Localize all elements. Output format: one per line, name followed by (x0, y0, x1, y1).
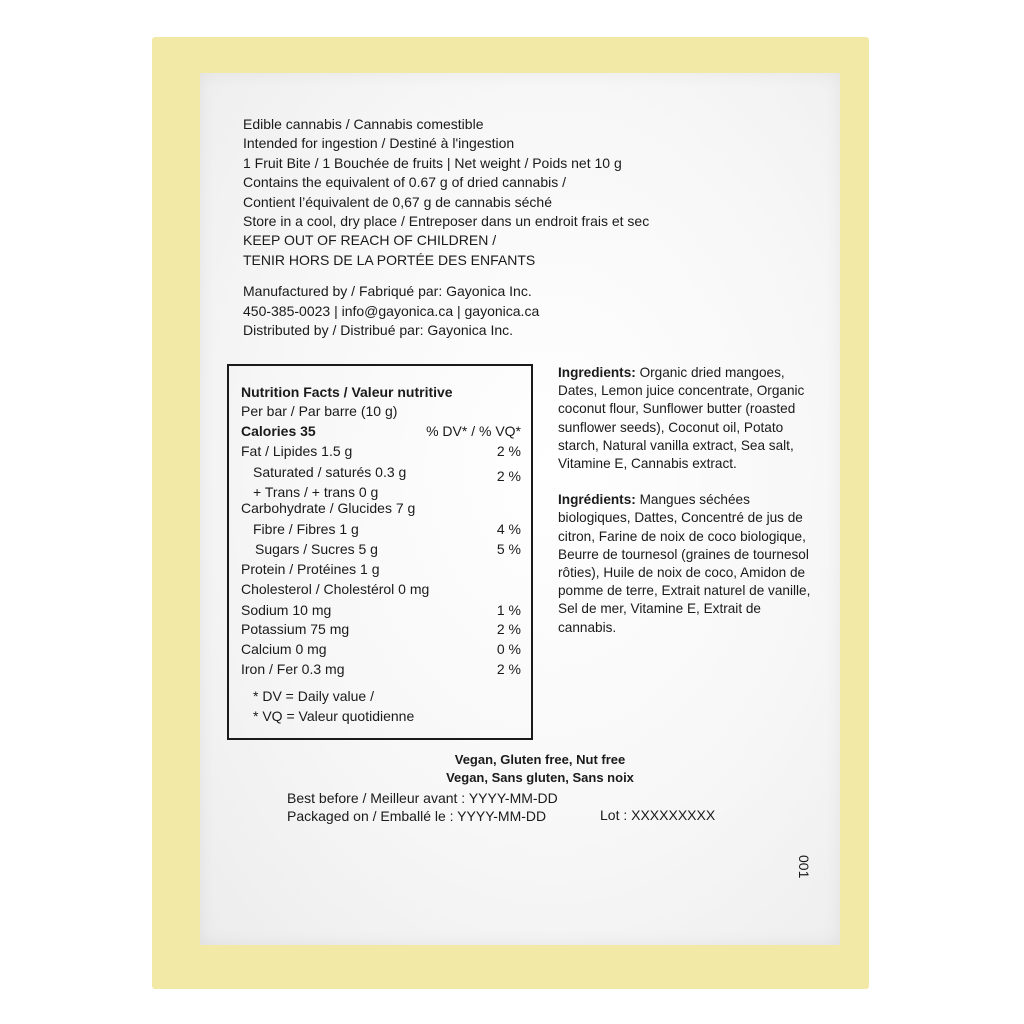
calories-label: Calories 35 (241, 423, 316, 439)
header-line: Contains the equivalent of 0.67 g of dried cannabis / (243, 174, 566, 191)
distributor-line: Distributed by / Distribué par: Gayonica Inc. (243, 322, 514, 339)
nutrient-label: + Trans / + trans 0 g (253, 484, 379, 500)
manufacturer-line: Manufactured by / Fabriqué par: Gayonica Inc. (243, 283, 532, 300)
nutrient-dv: 1 % (496, 602, 521, 618)
dietary-claims (380, 751, 700, 787)
ingredients-en (558, 364, 818, 473)
header-line: 1 Fruit Bite / 1 Bouchée de fruits | Net weight / Poids net 10 g (243, 154, 622, 171)
nutrient-row (253, 484, 521, 500)
nutrient-label: Sugars / Sucres 5 g (255, 541, 378, 557)
nutrient-row (241, 581, 521, 597)
calories-row (241, 423, 521, 439)
ingredients-en-heading: Ingredients: (558, 365, 636, 380)
header-line: Edible cannabis / Cannabis comestible (243, 116, 484, 132)
claims-en: Vegan, Gluten free, Nut free (454, 752, 626, 767)
footnote-vq: * VQ = Valeur quotidienne (253, 708, 415, 724)
nutrient-dv: 2 % (496, 621, 521, 637)
contact-line: 450-385-0023 | info@gayonica.ca | gayonica.ca (243, 302, 540, 319)
nutrient-row (241, 661, 521, 677)
dv-header: % DV* / % VQ* (426, 423, 521, 439)
nutrient-label: Carbohydrate / Glucides 7 g (241, 500, 416, 516)
nutrition-facts-table (227, 364, 533, 740)
claims-fr: Vegan, Sans gluten, Sans noix (446, 770, 634, 785)
nutrient-label: Protein / Protéines 1 g (241, 561, 380, 577)
header-line: TENIR HORS DE LA PORTÉE DES ENFANTS (243, 251, 536, 268)
nutrient-label: Potassium 75 mg (241, 621, 350, 637)
nutrient-row (241, 641, 521, 657)
footnote-dv: * DV = Daily value / (253, 688, 374, 704)
nutrient-label: Fibre / Fibres 1 g (253, 521, 359, 537)
packaged-on: Packaged on / Emballé le : YYYY-MM-DD (287, 808, 547, 824)
ingredients-en-text: Organic dried mangoes, Dates, Lemon juice concentrate, Organic coconut flour, Sunflower butter (roasted sunflower seeds), Coconut oil, Potato starch, Natural vanilla extract, Sea salt, Vitamine E, Cannabis extract. (558, 365, 805, 472)
nutrient-dv: 0 % (496, 641, 521, 657)
nutrient-dv: 2 % (496, 443, 521, 459)
nutrient-dv: 2 % (496, 468, 521, 484)
nutrient-row (241, 621, 521, 637)
ingredients-block (558, 364, 818, 655)
print-code: 001 (796, 855, 812, 879)
date-block (287, 789, 558, 825)
header-text-block (243, 115, 803, 340)
header-line: Store in a cool, dry place / Entreposer dans un endroit frais et sec (243, 213, 650, 230)
ingredients-fr (558, 491, 818, 637)
nutrient-label: Fat / Lipides 1.5 g (241, 443, 353, 459)
nutrient-label: Cholesterol / Cholestérol 0 mg (241, 581, 430, 597)
nutrient-label: Saturated / saturés 0.3 g (253, 464, 407, 480)
nutrition-title: Nutrition Facts / Valeur nutritive (241, 384, 453, 400)
nutrient-row (241, 443, 521, 459)
header-line: KEEP OUT OF REACH OF CHILDREN / (243, 232, 497, 249)
nutrient-row (253, 464, 521, 484)
header-line: Contient l’équivalent de 0,67 g de cannabis séché (243, 193, 552, 210)
nutrient-row (253, 521, 521, 537)
nutrient-row (255, 541, 521, 557)
nutrient-row (241, 561, 521, 577)
header-line: Intended for ingestion / Destiné à l'ingestion (243, 135, 515, 152)
nutrient-label: Sodium 10 mg (241, 602, 332, 618)
nutrient-label: Calcium 0 mg (241, 641, 327, 657)
ingredients-fr-text: Mangues séchées biologiques, Dattes, Concentré de jus de citron, Farine de noix de coco biologique, Beurre de tournesol (graines de tournesol rôties), Huile de noix de coco, Amidon de pomme de terre, Extrait naturel de vanille, Sel de mer, Vitamine E, Extrait de cannabis. (558, 492, 811, 635)
nutrient-dv: 2 % (496, 661, 521, 677)
lot-number: Lot : XXXXXXXXX (600, 807, 716, 823)
nutrient-dv: 4 % (496, 521, 521, 537)
best-before: Best before / Meilleur avant : YYYY-MM-DD (287, 790, 558, 806)
nutrient-row (241, 602, 521, 618)
nutrient-dv: 5 % (496, 541, 521, 557)
ingredients-fr-heading: Ingrédients: (558, 492, 636, 508)
serving-size: Per bar / Par barre (10 g) (241, 403, 398, 419)
nutrient-row (241, 500, 521, 516)
nutrient-label: Iron / Fer 0.3 mg (241, 661, 345, 677)
